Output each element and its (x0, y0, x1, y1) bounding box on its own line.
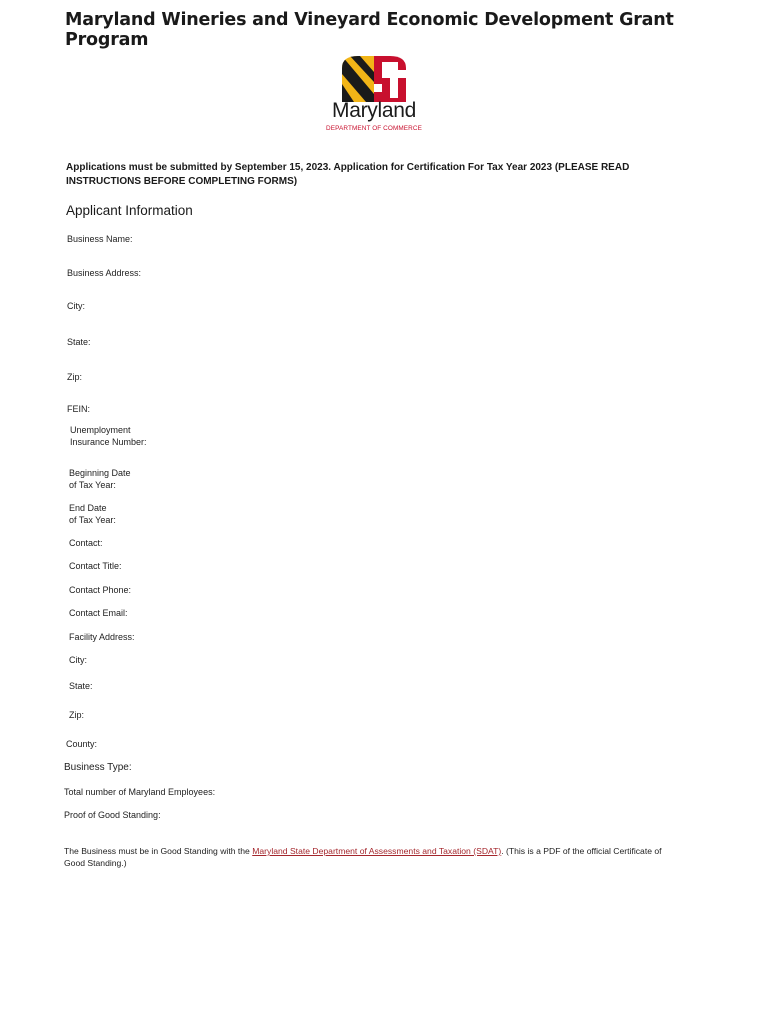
contact-label: Contact: (69, 538, 103, 548)
proof-of-good-standing-label: Proof of Good Standing: (64, 810, 161, 820)
maryland-flag-emblem-icon (320, 54, 428, 104)
good-standing-note-prefix: The Business must be in Good Standing with the (64, 846, 253, 856)
business-type-label: Business Type: (64, 762, 132, 773)
facility-city-label: City: (69, 655, 87, 665)
good-standing-note (64, 845, 674, 869)
county-label: County: (66, 739, 98, 749)
end-date-tax-year-label: End Date of Tax Year: (69, 503, 116, 525)
facility-zip-label: Zip: (69, 710, 85, 720)
maryland-commerce-logo (320, 54, 428, 138)
logo-subtitle: DEPARTMENT OF COMMERCE (326, 125, 422, 132)
business-name-label: Business Name: (67, 234, 133, 244)
beginning-date-tax-year-label: Beginning Date of Tax Year: (69, 468, 131, 490)
state-label: State: (67, 337, 91, 347)
facility-address-label: Facility Address: (69, 632, 135, 642)
good-standing-note-suffix: . (This is a PDF of the official Certificate of Good Standing.) (64, 846, 662, 868)
sdat-link[interactable]: Maryland State Department of Assessments and Taxation (SDAT) (252, 846, 502, 856)
business-address-label: Business Address: (67, 268, 142, 278)
city-label: City: (67, 301, 85, 311)
contact-email-label: Contact Email: (69, 608, 128, 618)
fein-label: FEIN: (67, 404, 91, 414)
unemployment-insurance-number-label: Unemployment Insurance Number: (70, 425, 147, 447)
page-title: Maryland Wineries and Vineyard Economic Development Grant Program (65, 10, 674, 50)
section-heading-applicant-information: Applicant Information (66, 203, 193, 218)
total-maryland-employees-label: Total number of Maryland Employees: (64, 787, 216, 797)
logo-wordmark: Maryland (332, 99, 416, 122)
contact-phone-label: Contact Phone: (69, 585, 132, 595)
submission-notice: Applications must be submitted by September 15, 2023. Application for Certification For Tax Year 2023 (PLEASE READ INSTRUCTIONS BEFORE COMPLETING FORMS) (66, 162, 630, 187)
zip-label: Zip: (67, 372, 83, 382)
contact-title-label: Contact Title: (69, 561, 122, 571)
facility-state-label: State: (69, 681, 93, 691)
